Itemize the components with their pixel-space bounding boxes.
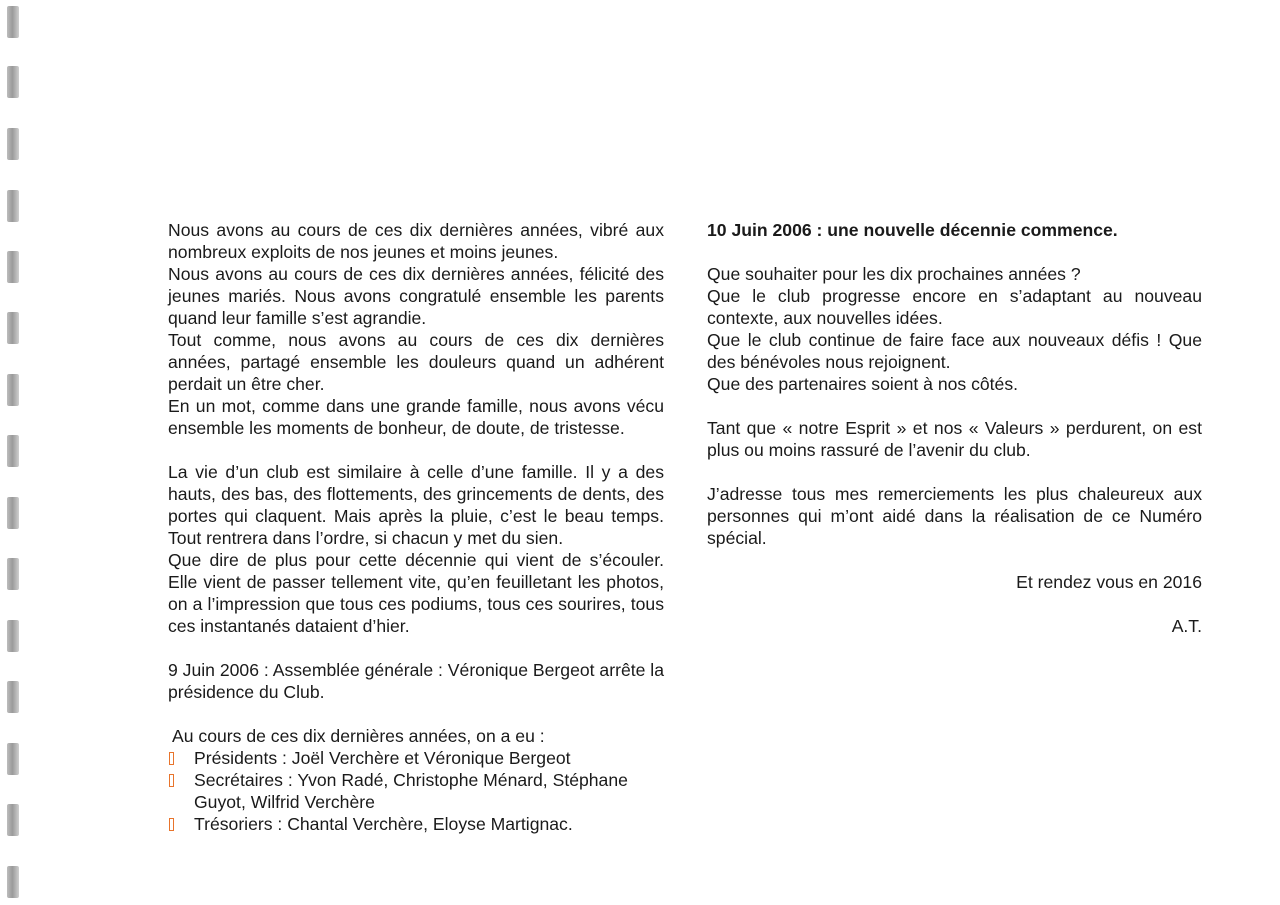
binding-hole [7,620,19,652]
paragraph-values: Tant que « notre Esprit » et nos « Valeurs » perdurent, on est plus ou moins rassuré de l’avenir du club. [707,418,1202,460]
list-intro: Au cours de ces dix dernières années, on a eu : [172,726,545,746]
section-heading: 10 Juin 2006 : une nouvelle décennie commence. [707,220,1118,240]
spacer [707,395,1202,417]
closing-line: Et rendez vous en 2016 [1016,572,1202,592]
binding-hole [7,251,19,283]
binding-hole [7,497,19,529]
wish-progress: Que le club progresse encore en s’adaptant au nouveau contexte, aux nouvelles idées. [707,286,1202,328]
spiral-binding [4,0,24,905]
binding-hole [7,312,19,344]
spacer [168,439,664,461]
bullet-icon [169,752,174,765]
spacer [707,593,1202,615]
binding-hole [7,866,19,898]
officers-list [168,747,664,835]
officers-presidents: Présidents : Joël Verchère et Véronique Bergeot [194,748,571,768]
spacer [168,637,664,659]
spacer [707,461,1202,483]
bullet-icon [169,818,174,831]
left-column [168,219,664,835]
officers-treasurers: Trésoriers : Chantal Verchère, Eloyse Martignac. [194,814,573,834]
paragraph-grief: Tout comme, nous avons au cours de ces dix dernières années, partagé ensemble les douleurs quand un adhérent perdait un être cher. [168,330,664,394]
binding-hole [7,190,19,222]
wish-question: Que souhaiter pour les dix prochaines années ? [707,264,1081,284]
wish-partners: Que des partenaires soient à nos côtés. [707,374,1019,394]
bullet-icon [169,774,174,787]
list-item [168,813,664,835]
list-item [168,769,664,813]
spacer [707,549,1202,571]
officers-secretaries: Secrétaires : Yvon Radé, Christophe Ménard, Stéphane Guyot, Wilfrid Verchère [194,770,628,812]
binding-hole [7,743,19,775]
binding-hole [7,66,19,98]
binding-hole [7,374,19,406]
paragraph-weddings: Nous avons au cours de ces dix dernières années, félicité des jeunes mariés. Nous avons congratulé ensemble les parents quand leur famille s’est agrandie. [168,264,664,328]
paragraph-club-life: La vie d’un club est similaire à celle d’une famille. Il y a des hauts, des bas, des flottements, des grincements de dents, des portes qui claquent. Mais après la pluie, c’est le beau temps. Tout rentrera dans l’ordre, si chacun y met du sien. [168,462,664,548]
binding-hole [7,435,19,467]
spacer [707,241,1202,263]
wish-challenges: Que le club continue de faire face aux nouveaux défis ! Que des bénévoles nous rejoignent. [707,330,1202,372]
binding-hole [7,558,19,590]
paragraph-thanks: J’adresse tous mes remerciements les plus chaleureux aux personnes qui m’ont aidé dans la réalisation de ce Numéro spécial. [707,484,1202,548]
binding-hole [7,6,19,38]
paragraph-exploits: Nous avons au cours de ces dix dernières années, vibré aux nombreux exploits de nos jeunes et moins jeunes. [168,220,664,262]
paragraph-family: En un mot, comme dans une grande famille, nous avons vécu ensemble les moments de bonheur, de doute, de tristesse. [168,396,664,438]
binding-hole [7,804,19,836]
signature: A.T. [1171,616,1202,636]
binding-hole [7,128,19,160]
right-column [707,219,1202,637]
paragraph-decade: Que dire de plus pour cette décennie qui vient de s’écouler. Elle vient de passer tellement vite, qu’en feuilletant les photos, on a l’impression que tous ces podiums, tous ces sourires, tous ces instantanés dataient d’hier. [168,550,664,636]
list-item [168,747,664,769]
paragraph-assembly: 9 Juin 2006 : Assemblée générale : Véronique Bergeot arrête la présidence du Club. [168,660,664,702]
spacer [168,703,664,725]
binding-hole [7,681,19,713]
